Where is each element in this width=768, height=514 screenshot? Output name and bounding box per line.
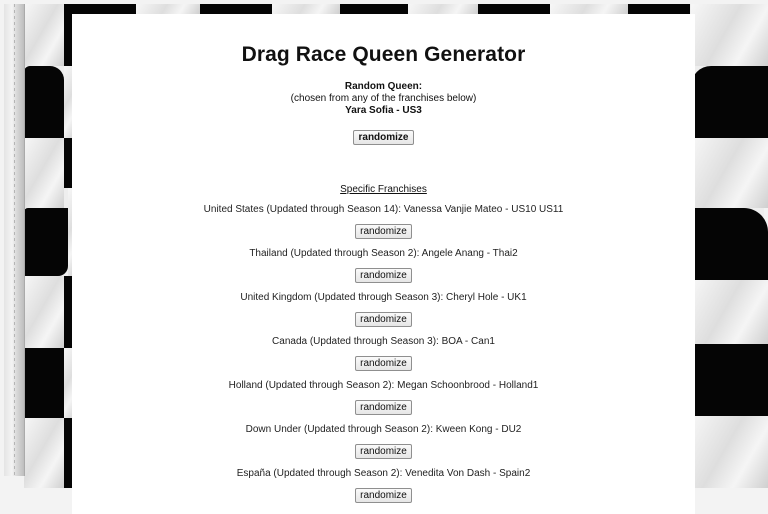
flag-square xyxy=(24,418,64,488)
randomize-button-holland[interactable]: randomize xyxy=(355,400,412,415)
franchise-thailand xyxy=(72,248,695,283)
specific-franchises-heading: Specific Franchises xyxy=(340,184,427,195)
franchise-result-text: Holland (Updated through Season 2): Megan Schoonbrood - Holland1 xyxy=(228,380,539,391)
flag-square xyxy=(691,280,768,344)
flag-square xyxy=(24,138,64,208)
randomize-button-thailand[interactable]: randomize xyxy=(355,268,412,283)
franchise-result-text: Thailand (Updated through Season 2): Angele Anang - Thai2 xyxy=(249,248,518,259)
flag-square xyxy=(691,344,768,416)
flag-square xyxy=(200,4,272,14)
random-queen-label: Random Queen: xyxy=(344,81,423,92)
flag-square xyxy=(340,4,408,14)
franchise-result-text: Canada (Updated through Season 3): BOA - Can1 xyxy=(272,336,495,347)
flag-square xyxy=(272,4,340,14)
flag-square xyxy=(408,4,478,14)
random-queen-randomize-button[interactable]: randomize xyxy=(353,130,413,145)
randomize-button-united-states[interactable]: randomize xyxy=(355,224,412,239)
randomize-button-down-under[interactable]: randomize xyxy=(355,444,412,459)
flag-square xyxy=(628,4,690,14)
flag-square xyxy=(691,138,768,208)
franchise-result-text: España (Updated through Season 2): Venedita Von Dash - Spain2 xyxy=(236,468,531,479)
random-queen-result: Yara Sofia - US3 xyxy=(345,105,422,116)
randomize-button-canada[interactable]: randomize xyxy=(355,356,412,371)
flag-square xyxy=(24,208,68,276)
flag-square xyxy=(550,4,628,14)
flag-square xyxy=(24,348,64,418)
franchise-united-kingdom xyxy=(72,292,695,327)
franchise-holland xyxy=(72,380,695,415)
franchise-espana xyxy=(72,468,695,503)
franchise-result-text: United Kingdom (Updated through Season 3): Cheryl Hole - UK1 xyxy=(240,292,527,303)
random-queen-subtitle: (chosen from any of the franchises below) xyxy=(290,93,477,104)
flag-square xyxy=(691,416,768,488)
flag-square xyxy=(24,4,64,66)
window-edge-rail xyxy=(4,4,25,476)
flag-square xyxy=(136,4,200,14)
flag-square xyxy=(478,4,550,14)
randomize-button-espana[interactable]: randomize xyxy=(355,488,412,503)
content-panel xyxy=(72,14,695,514)
flag-square xyxy=(64,4,136,14)
randomize-button-united-kingdom[interactable]: randomize xyxy=(355,312,412,327)
franchise-result-text: United States (Updated through Season 14): Vanessa Vanjie Mateo - US10 US11 xyxy=(203,204,564,215)
franchise-united-states xyxy=(72,204,695,239)
browser-viewport xyxy=(4,4,764,501)
franchise-down-under xyxy=(72,424,695,459)
flag-square xyxy=(691,66,768,138)
flag-square xyxy=(691,208,768,280)
franchise-canada xyxy=(72,336,695,371)
random-queen-section xyxy=(72,81,695,117)
flag-square xyxy=(24,276,64,348)
flag-square xyxy=(24,66,64,138)
flag-square xyxy=(691,4,768,66)
franchise-result-text: Down Under (Updated through Season 2): Kween Kong - DU2 xyxy=(245,424,522,435)
page-title: Drag Race Queen Generator xyxy=(241,43,526,66)
